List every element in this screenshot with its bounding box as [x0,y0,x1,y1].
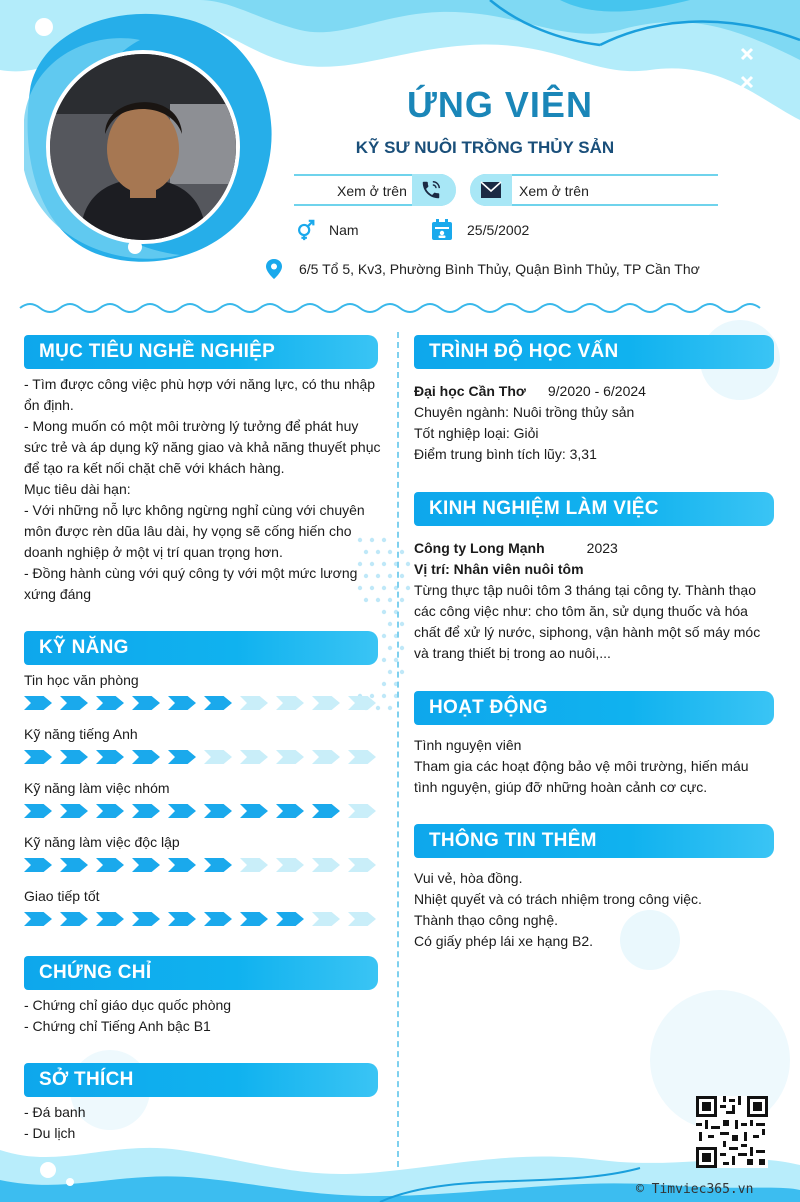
phone-value: Xem ở trên [337,183,407,199]
skill-label: Kỹ năng làm việc độc lập [24,834,180,850]
skill-level-chevron [60,750,88,764]
skill-level-chevron [276,858,304,872]
skill-level-chevron [168,696,196,710]
candidate-name: ỨNG VIÊN [407,84,593,125]
objective-text: - Tìm được công việc phù hợp với năng lực, có thu nhập ổn định. - Mong muốn có một môi trường lý tưởng để phát huy sức trẻ và áp dụng kỹ năng giao và khả năng thuyết phục để tạo ra kết nối chặt chẽ với khách hàng. Mục tiêu dài hạn: - Với những nỗ lực không ngừng nghỉ cùng với chuyên môn được rèn dũa lâu dài, hy vọng sẽ cống hiến cho doanh nghiệp ở một vị trí quan trọng hơn. - Đồng hành cùng với quý công ty với một mức lương xứng đáng [24,376,381,602]
email-field [470,174,718,206]
skill-level-chevron [276,750,304,764]
skill-level-chevron [348,858,376,872]
skills-list [24,672,384,942]
skill-level-chevron [240,858,268,872]
skill-level-chevron [240,750,268,764]
skill-level-chevron [132,696,160,710]
skill-level-chevron [348,750,376,764]
email-icon [480,181,502,199]
skill-level-chevron [132,912,160,926]
section-certificates-header: CHỨNG CHỈ [24,956,378,990]
skill-level-bar [24,804,384,818]
skill-level-chevron [168,912,196,926]
skill-level-chevron [204,804,232,818]
skill-level-chevron [312,804,340,818]
skill-level-chevron [240,912,268,926]
skill-level-chevron [204,750,232,764]
skill-level-chevron [168,858,196,872]
skill-item [24,888,384,942]
skill-label: Kỹ năng tiếng Anh [24,726,138,742]
address-value: 6/5 Tổ 5, Kv3, Phường Bình Thủy, Quận Bình Thủy, TP Cần Thơ [299,261,700,277]
skill-level-chevron [132,858,160,872]
location-icon [264,258,284,280]
section-activities-header: HOẠT ĐỘNG [414,691,774,725]
education-block: Đại học Cần Thơ 9/2020 - 6/2024 Chuyên ngành: Nuôi trồng thủy sản Tốt nghiệp loại: Giỏi Điểm trung bình tích lũy: 3,31 [414,383,646,462]
skill-level-chevron [312,750,340,764]
skill-level-bar [24,858,384,872]
hobbies-list: - Đá banh - Du lịch [24,1104,86,1141]
skill-level-chevron [96,696,124,710]
section-education-header: TRÌNH ĐỘ HỌC VẤN [414,335,774,369]
phone-field [294,174,456,206]
extra-info-block: Vui vẻ, hòa đồng. Nhiệt quyết và có trách nhiệm trong công việc. Thành thạo công nghệ. Có giấy phép lái xe hạng B2. [414,870,702,949]
skill-level-chevron [312,696,340,710]
skill-level-chevron [24,912,52,926]
skill-level-chevron [276,804,304,818]
skill-level-chevron [96,858,124,872]
skill-level-chevron [24,696,52,710]
job-title: KỸ SƯ NUÔI TRỒNG THỦY SẢN [355,138,615,157]
birthday-value: 25/5/2002 [467,222,530,238]
skill-level-chevron [24,858,52,872]
skill-level-chevron [96,804,124,818]
qr-code [696,1096,768,1168]
skill-label: Tin học văn phòng [24,672,139,688]
skill-level-chevron [312,858,340,872]
skill-level-chevron [348,912,376,926]
skill-level-chevron [60,858,88,872]
section-objective-header: MỤC TIÊU NGHỀ NGHIỆP [24,335,378,369]
skill-level-chevron [132,750,160,764]
section-skills-header: KỸ NĂNG [24,631,378,665]
gender-icon [295,219,317,241]
skill-item [24,672,384,726]
skill-level-bar [24,912,384,926]
close-icon [740,47,754,61]
skill-item [24,834,384,888]
skill-level-chevron [312,912,340,926]
skill-label: Giao tiếp tốt [24,888,100,904]
skill-level-chevron [60,912,88,926]
skill-level-chevron [276,696,304,710]
skill-level-bar [24,750,384,764]
skill-level-chevron [60,696,88,710]
section-extra-header: THÔNG TIN THÊM [414,824,774,858]
calendar-icon [431,219,453,241]
skill-level-chevron [204,912,232,926]
gender-value: Nam [329,222,359,238]
email-value: Xem ở trên [519,183,589,199]
skill-level-chevron [348,804,376,818]
skill-level-chevron [96,750,124,764]
close-icon [740,75,754,89]
skill-level-bar [24,696,384,710]
skill-item [24,726,384,780]
skill-level-chevron [204,858,232,872]
skill-level-chevron [240,696,268,710]
activities-block: Tình nguyện viên Tham gia các hoạt động bảo vệ môi trường, hiến máu tình nguyện, giúp đỡ những hoàn cảnh cơ cực. [414,737,749,795]
skill-level-chevron [60,804,88,818]
skill-level-chevron [168,804,196,818]
skill-level-chevron [204,696,232,710]
skill-level-chevron [240,804,268,818]
column-divider [397,332,399,1167]
skill-level-chevron [168,750,196,764]
skill-label: Kỹ năng làm việc nhóm [24,780,170,796]
skill-item [24,780,384,834]
skill-level-chevron [348,696,376,710]
skill-level-chevron [96,912,124,926]
section-experience-header: KINH NGHIỆM LÀM VIỆC [414,492,774,526]
skill-level-chevron [24,804,52,818]
skill-level-chevron [24,750,52,764]
footer-brand: © Timviec365.vn [636,1182,754,1197]
certificates-list: - Chứng chỉ giáo dục quốc phòng - Chứng chỉ Tiếng Anh bậc B1 [24,997,232,1034]
avatar [46,50,240,244]
skill-level-chevron [276,912,304,926]
section-hobbies-header: SỞ THÍCH [24,1063,378,1097]
experience-block: Công ty Long Mạnh 2023 Vị trí: Nhân viên nuôi tôm Từng thực tập nuôi tôm 3 tháng tại công ty. Thành thạo các công việc như: cho tôm ăn, sử dụng thuốc và hóa chất để xử lý nước, siphong, vận hành một số máy móc và trang thiết bị trong ao nuôi,... [414,540,761,661]
close-icon [740,103,754,117]
phone-icon [420,179,442,201]
skill-level-chevron [132,804,160,818]
